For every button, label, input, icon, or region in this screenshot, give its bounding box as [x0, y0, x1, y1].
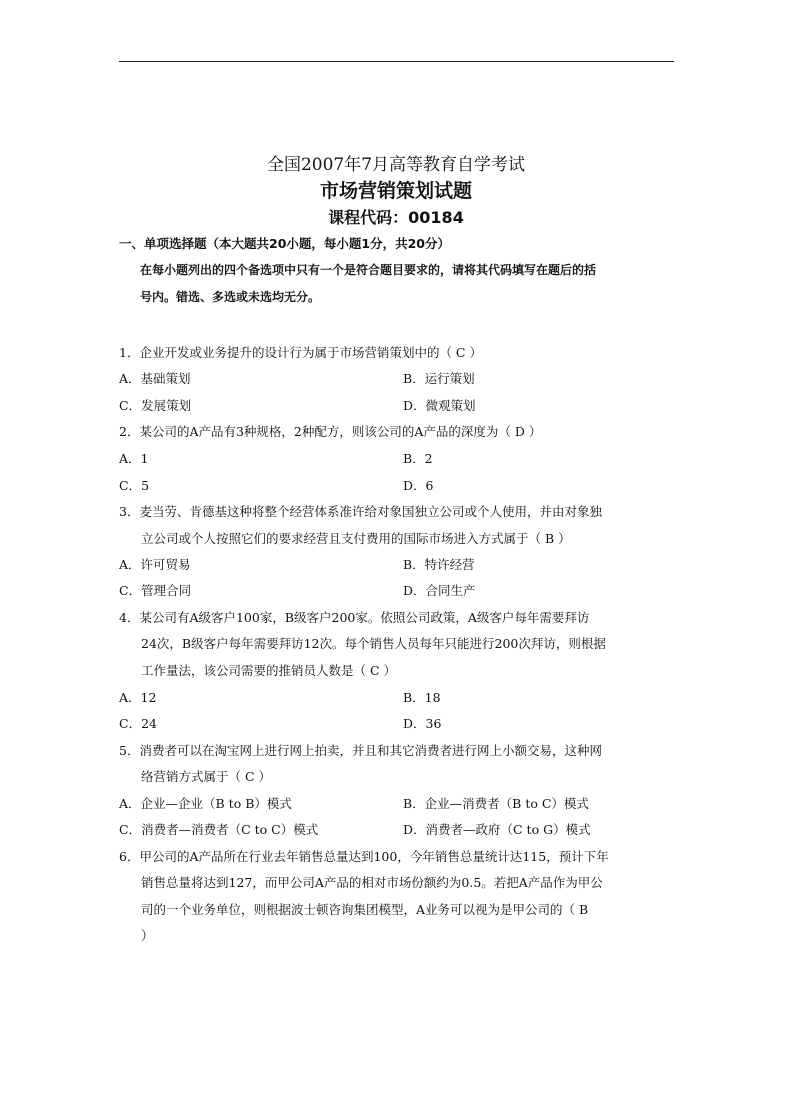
course-code: 课程代码：00184 — [328, 208, 464, 227]
question-2-text: 2．某公司的A产品有3种规格，2种配方，则该公司的A产品的深度为（ D ） — [119, 424, 542, 439]
question-5-text-cont: 络营销方式属于（ C ） — [141, 769, 272, 784]
q5-option-a: A．企业—企业（B to B）模式 — [119, 796, 292, 811]
q3-option-d: D．合同生产 — [403, 583, 476, 598]
q3-option-b: B．特许经营 — [403, 557, 475, 572]
exam-session-title: 全国2007年7月高等教育自学考试 — [266, 155, 526, 175]
question-3-text-cont: 立公司或个人按照它们的要求经营且支付费用的国际市场进入方式属于（ B ） — [141, 531, 571, 546]
q4-option-c: C．24 — [119, 716, 157, 731]
q4-option-d: D．36 — [403, 716, 442, 731]
q2-option-b: B．2 — [403, 451, 433, 466]
q5-option-c: C．消费者—消费者（C to C）模式 — [119, 822, 319, 837]
question-6-text-cont: ） — [141, 928, 154, 943]
q1-option-a: A．基础策划 — [119, 371, 191, 386]
q5-option-d: D．消费者—政府（C to G）模式 — [403, 822, 591, 837]
q4-option-b: B．18 — [403, 690, 441, 705]
q5-option-b: B．企业—消费者（B to C）模式 — [403, 796, 589, 811]
question-5-text: 5．消费者可以在淘宝网上进行网上拍卖，并且和其它消费者进行网上小额交易，这种网 — [119, 743, 602, 758]
question-4-text-cont: 24次，B级客户每年需要拜访12次。每个销售人员每年只能进行200次拜访，则根据 — [141, 636, 606, 651]
q4-option-a: A．12 — [119, 690, 157, 705]
instruction-line: 在每小题列出的四个备选项中只有一个是符合题目要求的，请将其代码填写在题后的括 — [140, 263, 597, 277]
q2-option-d: D．6 — [403, 478, 434, 493]
exam-subject-title: 市场营销策划试题 — [319, 180, 472, 202]
question-6-text-cont: 司的一个业务单位，则根据波士顿咨询集团模型，A业务可以视为是甲公司的（ B — [141, 902, 589, 917]
question-4-text-cont: 工作量法，该公司需要的推销员人数是（ C ） — [141, 663, 397, 678]
question-6-text-cont: 销售总量将达到127，而甲公司A产品的相对市场份额约为0.5。若把A产品作为甲公 — [141, 875, 603, 890]
q3-option-a: A．许可贸易 — [119, 557, 191, 572]
question-3-text: 3．麦当劳、肯德基这种将整个经营体系准许给对象国独立公司或个人使用，并由对象独 — [119, 504, 602, 519]
question-4-text: 4．某公司有A级客户100家，B级客户200家。依照公司政策，A级客户每年需要拜访 — [119, 610, 590, 625]
q1-option-d: D．微观策划 — [403, 398, 476, 413]
question-6-text: 6．甲公司的A产品所在行业去年销售总量达到100，今年销售总量统计达115，预计下年 — [119, 849, 609, 864]
q1-option-b: B．运行策划 — [403, 371, 475, 386]
q1-option-c: C．发展策划 — [119, 398, 192, 413]
q2-option-c: C．5 — [119, 478, 150, 493]
q3-option-c: C．管理合同 — [119, 583, 192, 598]
q2-option-a: A．1 — [119, 451, 149, 466]
instruction-line: 号内。错选、多选或未选均无分。 — [140, 290, 321, 304]
question-1-text: 1．企业开发或业务提升的设计行为属于市场营销策划中的（ C ） — [119, 345, 482, 360]
header-rule — [119, 61, 674, 62]
section-heading: 一、单项选择题（本大题共20小题，每小题1分，共20分） — [119, 236, 450, 251]
